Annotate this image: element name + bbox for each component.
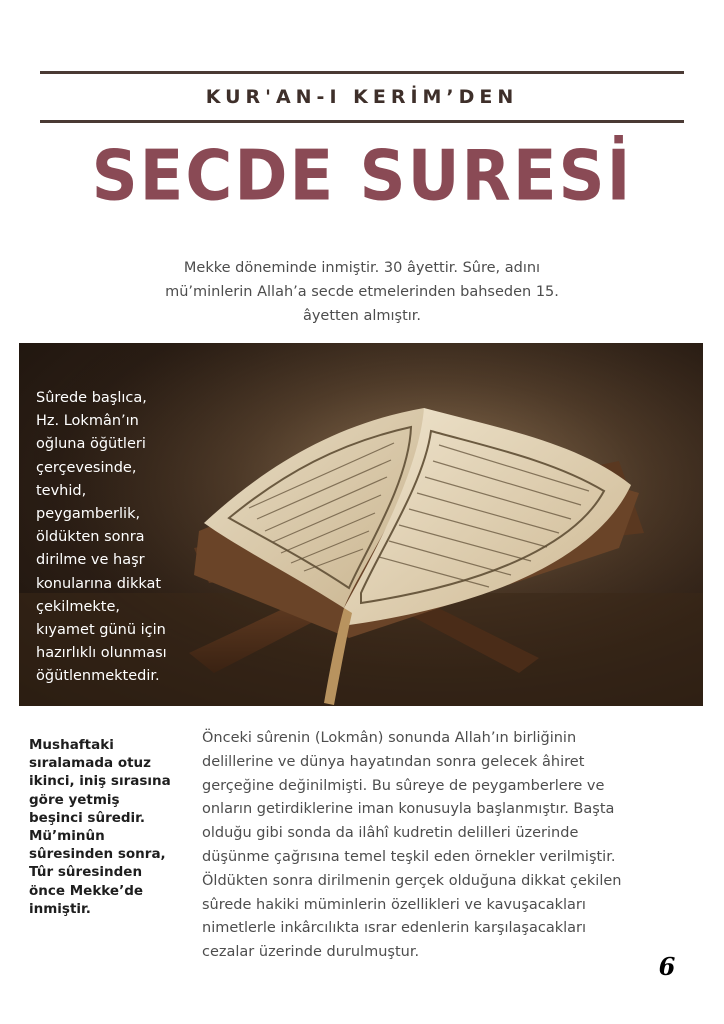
intro-line: âyetten almıştır. bbox=[302, 308, 422, 324]
intro-line: Mekke döneminde inmiştir. 30 âyettir. Sûre, adını bbox=[183, 260, 541, 276]
body-line: delillerine ve dünya hayatından sonra gelecek âhiret bbox=[202, 753, 585, 770]
sidebar-line: beşinci sûredir. bbox=[29, 809, 146, 826]
photo-overlay-text bbox=[36, 387, 196, 689]
top-rule bbox=[40, 71, 684, 74]
body-line: Önceki sûrenin (Lokmân) sonunda Allah’ın birliğinin bbox=[202, 730, 577, 746]
overlay-line: dirilme ve haşr bbox=[36, 552, 145, 569]
intro-paragraph bbox=[140, 256, 584, 328]
bottom-rule bbox=[40, 120, 684, 123]
sidebar-line: göre yetmiş bbox=[29, 791, 120, 808]
body-paragraph bbox=[202, 727, 672, 965]
sidebar-line: Tûr sûresinden bbox=[29, 864, 143, 881]
body-line: cezalar üzerinde durulmuştur. bbox=[202, 944, 420, 961]
body-line: nimetlerle inkârcılıkta ısrar edenlerin karşılaşacakları bbox=[202, 920, 587, 937]
sidebar-line: sıralamada otuz bbox=[29, 755, 152, 772]
sidebar-line: Mü’minûn bbox=[29, 828, 105, 845]
body-line: Öldükten sonra dirilmenin gerçek olduğuna dikkat çekilen bbox=[202, 872, 622, 889]
page-kicker: KUR'AN-I KERİM’DEN bbox=[205, 86, 519, 108]
body-line: onların getirdiklerine iman konusuyla başlanmıştır. Başta bbox=[202, 801, 615, 818]
sidebar-line: Mushaftaki bbox=[29, 737, 114, 753]
sidebar-line: ikinci, iniş sırasına bbox=[29, 773, 171, 790]
overlay-line: Hz. Lokmân’ın bbox=[36, 413, 139, 430]
page-number: 6 bbox=[658, 952, 676, 981]
quran-photo bbox=[19, 343, 703, 706]
sidebar-line: sûresinden sonra, bbox=[29, 846, 166, 863]
overlay-line: tevhid, bbox=[36, 482, 87, 499]
body-line: sûrede hakiki müminlerin özellikleri ve kavuşacakları bbox=[202, 896, 586, 913]
intro-line: mü’minlerin Allah’a secde etmelerinden bahseden 15. bbox=[165, 284, 559, 300]
overlay-line: çekilmekte, bbox=[36, 598, 121, 615]
overlay-line: hazırlıklı olunması bbox=[36, 645, 167, 662]
overlay-line: çerçevesinde, bbox=[36, 459, 137, 476]
sidebar-note bbox=[29, 736, 189, 918]
overlay-line: Sûrede başlıca, bbox=[36, 390, 147, 406]
overlay-line: oğluna öğütleri bbox=[36, 436, 146, 453]
body-line: olduğu gibi sonda da ilâhî kudretin delilleri üzerinde bbox=[202, 825, 579, 842]
body-line: gerçeğine değinilmişti. Bu sûreye de peygamberlere ve bbox=[202, 777, 605, 794]
sidebar-line: inmiştir. bbox=[29, 900, 91, 917]
overlay-line: peygamberlik, bbox=[36, 506, 141, 523]
overlay-line: öğütlenmektedir. bbox=[36, 668, 160, 685]
sidebar-line: önce Mekke’de bbox=[29, 882, 144, 899]
overlay-line: konularına dikkat bbox=[36, 575, 162, 592]
overlay-line: kıyamet günü için bbox=[36, 622, 166, 639]
overlay-line: öldükten sonra bbox=[36, 529, 145, 546]
body-line: düşünme çağrısına temel teşkil eden örnekler verilmiştir. bbox=[202, 848, 616, 865]
page-title: SECDE SURESİ bbox=[91, 137, 633, 217]
